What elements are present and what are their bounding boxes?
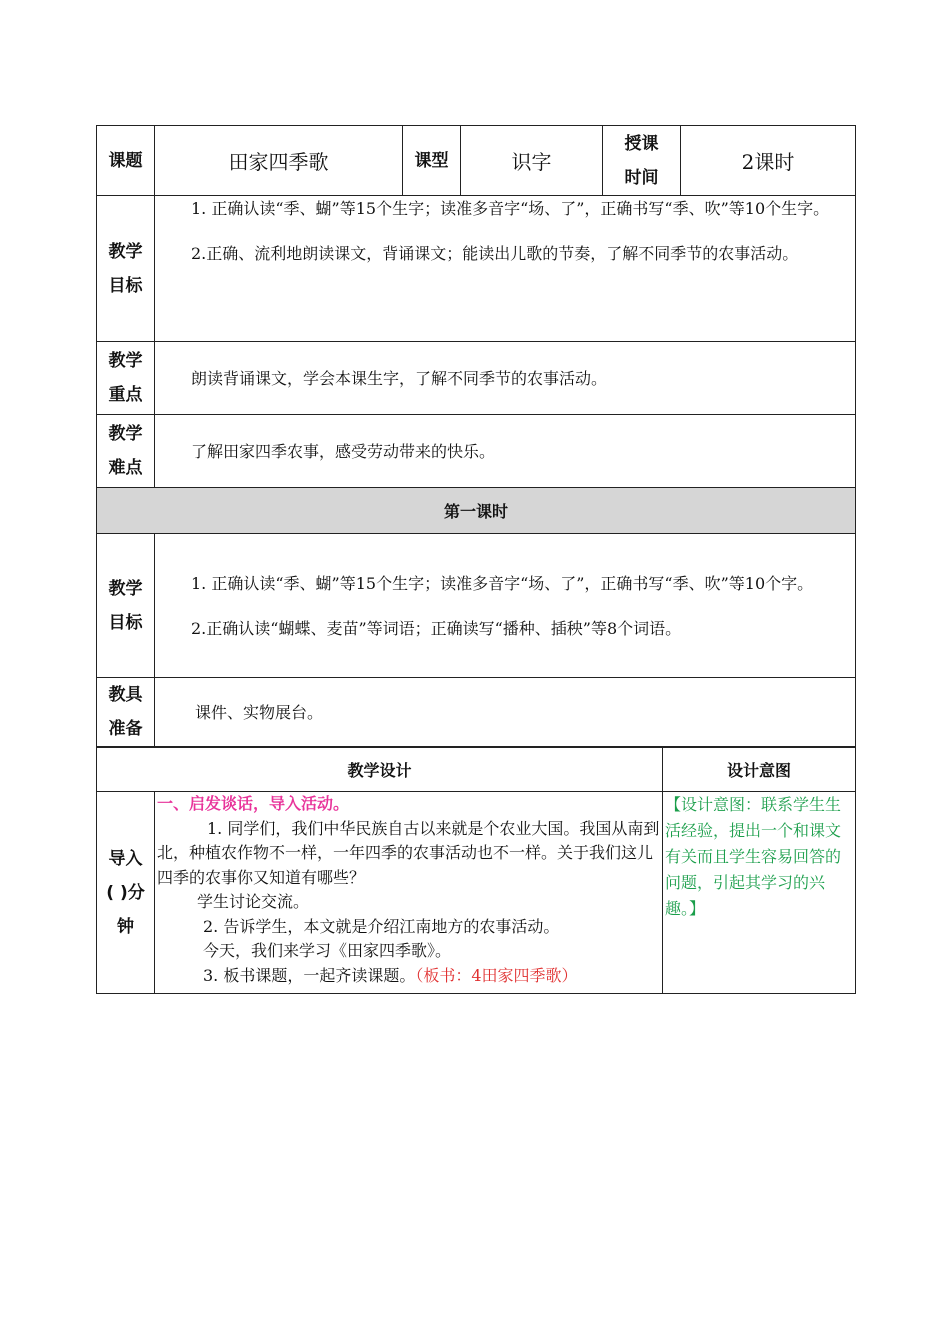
difficulty-content (155, 415, 856, 488)
section-title: 一、启发谈话，导入活动。 (157, 794, 350, 813)
lesson1-goal-2: 2.正确认读“蝴蝶、麦苗”等词语；正确读写“播种、插秧”等8个词语。 (191, 618, 682, 638)
intent-cell (663, 792, 856, 994)
design-column-header: 教学设计 (97, 748, 663, 792)
tools-content (155, 678, 856, 747)
focus-row (97, 342, 856, 415)
intent-column-header: 设计意图 (663, 748, 856, 792)
intro-paragraph-5-text: 3. 板书课题，一起齐读课题。 (203, 965, 416, 985)
teaching-design-table (96, 747, 856, 994)
lesson-info-table (96, 125, 856, 747)
intro-label-line1: 导入 (108, 848, 143, 869)
time-label-line1: 授课 (624, 133, 659, 154)
lesson1-goals-label (97, 534, 155, 678)
intro-content (155, 792, 663, 994)
goals-content (155, 196, 856, 342)
tools-label-line2: 准备 (108, 719, 143, 739)
tools-label (97, 678, 155, 747)
intro-label-line2: ( )分 (106, 882, 145, 903)
intro-paragraph-1: 1. 同学们，我们中华民族自古以来就是个农业大国。我国从南到北，种植农作物不一样，一年四季的农事活动也不一样。关于我们这儿四季的农事你又知道有哪些？ (157, 818, 660, 887)
goals-label (97, 196, 155, 342)
difficulty-text: 了解田家四季农事，感受劳动带来的快乐。 (191, 441, 496, 461)
intro-label-line3: 钟 (117, 916, 134, 937)
time-label-line2: 时间 (624, 167, 659, 188)
goals-row (97, 196, 856, 342)
tools-label-line1: 教具 (108, 685, 143, 705)
lesson1-goals-label-line2: 目标 (108, 612, 143, 633)
lesson1-title: 第一课时 (97, 488, 856, 534)
subject-label: 课题 (97, 126, 155, 196)
goal-item-1: 1. 正确认读“季、蝴”等15个生字；读准多音字“场、了”，正确书写“季、吹”等10个生字。 (191, 199, 830, 218)
focus-label (97, 342, 155, 415)
focus-text: 朗读背诵课文，学会本课生字，了解不同季节的农事活动。 (191, 368, 608, 388)
design-header-row (97, 748, 856, 792)
intro-paragraph-4: 今天，我们来学习《田家四季歌》。 (203, 941, 452, 960)
header-row (97, 126, 856, 196)
focus-label-line1: 教学 (108, 351, 143, 371)
time-label (603, 126, 681, 196)
lesson1-goal-1: 1. 正确认读“季、蝴”等15个生字；读准多音字“场、了”，正确书写“季、吹”等10个字。 (191, 573, 814, 593)
intent-text: 【设计意图：联系学生生活经验，提出一个和课文有关而且学生容易回答的问题，引起其学习的兴趣。】 (665, 795, 842, 918)
difficulty-label-line2: 难点 (108, 458, 143, 478)
time-value: 2课时 (681, 126, 856, 196)
subject-value: 田家四季歌 (155, 126, 403, 196)
focus-label-line2: 重点 (108, 385, 143, 405)
intro-paragraph-5 (157, 964, 660, 989)
board-note: （板书：4田家四季歌） (415, 965, 578, 985)
lesson1-title-row (97, 488, 856, 534)
difficulty-label (97, 415, 155, 488)
intro-paragraph-2: 学生讨论交流。 (197, 892, 310, 911)
difficulty-row (97, 415, 856, 488)
lesson1-goals-label-line1: 教学 (108, 578, 143, 599)
intro-paragraph-3: 2. 告诉学生，本文就是介绍江南地方的农事活动。 (203, 916, 560, 936)
difficulty-label-line1: 教学 (108, 424, 143, 444)
intro-row (97, 792, 856, 994)
goals-label-line1: 教学 (108, 241, 143, 262)
goals-label-line2: 目标 (108, 275, 143, 296)
type-label: 课型 (403, 126, 461, 196)
tools-text: 课件、实物展台。 (195, 702, 324, 722)
intro-label (97, 792, 155, 994)
lesson1-goals-row (97, 534, 856, 678)
lesson1-goals-content (155, 534, 856, 678)
type-value: 识字 (461, 126, 603, 196)
goal-item-2: 2.正确、流利地朗读课文，背诵课文；能读出儿歌的节奏，了解不同季节的农事活动。 (191, 244, 799, 263)
tools-row (97, 678, 856, 747)
focus-content (155, 342, 856, 415)
